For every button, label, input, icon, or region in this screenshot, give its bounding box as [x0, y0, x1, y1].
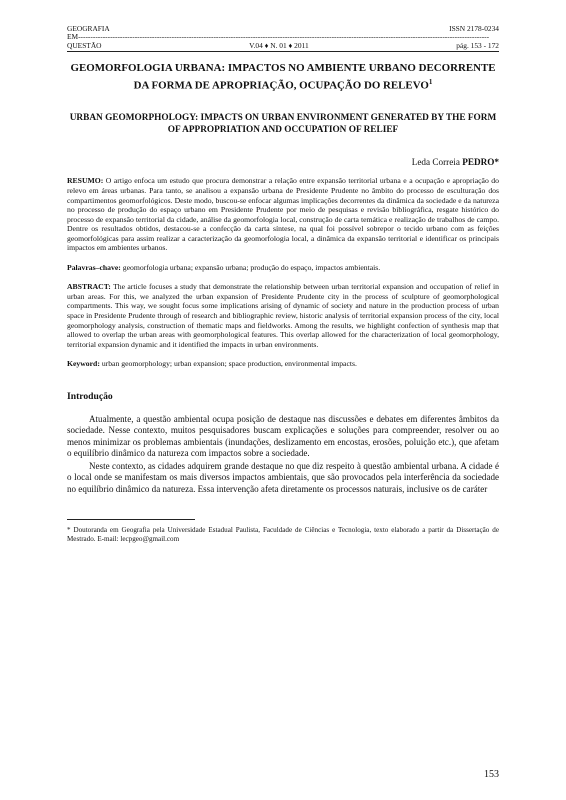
journal-volume: V.04 ♦ N. 01 ♦ 2011	[249, 41, 309, 50]
abstract-text: The article focuses a study that demonstrate the relationship between urban territorial expansion and occupation of relief in urban areas. For this, we analyzed the urban expansion of Presidente Prudente city in the process of sculpture of geomorphological compartments. This way, we sought focus some implications arising of dynamic of society and nature in the production process of urban space in Presidente Prudente through of research and bibliographic review, historic analysis of territorial expansion process of the city, local geomorphology analysis, construction of thematic maps and fieldworks. Among the results, we highlight confection of synthesis map that allowed to overlap the urban areas with geomorphological features. This overlap allowed for the characterization of local geomorphology, territorial expansion dynamic and it identified the impacts in urban environments.	[67, 282, 499, 349]
footnote-rule	[67, 519, 195, 520]
abstract-paragraph	[67, 282, 499, 349]
abstract-label: ABSTRACT:	[67, 282, 111, 292]
palavras-chave-label: Palavras–chave:	[67, 262, 121, 272]
journal-pages: pág. 153 - 172	[456, 41, 499, 50]
title-portuguese	[67, 62, 499, 93]
keyword-text: urban geomorphology; urban expansion; space production, environmental impacts.	[99, 359, 357, 369]
body-paragraph-2: Neste contexto, as cidades adquirem grande destaque no que diz respeito à questão ambiental urbana. A cidade é o local onde se manifestam os mais diversos impactos ambientais, que são provocados pela interferência da sociedade no equilíbrio dinâmico da natureza. Essa intervenção afeta diretamente os processos naturais, inclusive os de caráter	[67, 460, 499, 494]
resumo-paragraph	[67, 176, 499, 252]
page-number: 153	[484, 769, 499, 780]
keyword-label: Keyword:	[67, 359, 100, 369]
footnote-mark: *	[67, 526, 71, 535]
palavras-chave-text: geomorfologia urbana; expansão urbana; produção do espaço, impactos ambientais.	[120, 262, 381, 272]
author-given-names: Leda Correia	[411, 157, 463, 168]
section-heading-introducao: Introdução	[67, 390, 113, 402]
author-surname: PEDRO	[462, 157, 495, 168]
issn: ISSN 2178-0234	[449, 24, 499, 33]
journal-questao: QUESTÃO	[67, 41, 102, 50]
author-line	[67, 157, 499, 168]
journal-name: GEOGRAFIA	[67, 24, 110, 33]
journal-header-em-line: EM-----------------------------------------------------------------------------------------------------------------------------------------------------------------------	[67, 33, 490, 41]
title-english: URBAN GEOMORPHOLOGY: IMPACTS ON URBAN ENVIRONMENT GENERATED BY THE FORM OF APPROPRIATION AND OCCUPATION OF RELIEF	[69, 112, 497, 135]
author-mark: *	[494, 157, 499, 168]
resumo-label: RESUMO:	[67, 176, 104, 186]
keyword-paragraph	[67, 359, 499, 369]
footnote	[67, 526, 499, 544]
title-portuguese-text: GEOMORFOLOGIA URBANA: IMPACTOS NO AMBIENTE URBANO DECORRENTE DA FORMA DE APROPRIAÇÃO, OCUPAÇÃO DO RELEVO	[70, 62, 496, 92]
palavras-chave-paragraph	[67, 263, 499, 273]
journal-header-row-3	[67, 41, 499, 50]
journal-header-row-1	[67, 24, 499, 33]
resumo-text: O artigo enfoca um estudo que procura demonstrar a relação entre expansão territorial urbana e a ocupação e apropriação do relevo em áreas urbanas. Para tanto, se analisou a expansão urbana de Presidente Prudente no âmbito do processo de esculturação dos compartimentos geomorfológicos. Deste modo, buscou-se enfocar algumas implicações decorrentes da dinâmica da sociedade e da natureza no processo de produção do espaço urbano em Presidente Prudente por meio de pesquisas e revisão bibliográfica, resgate histórico do processo de expansão territorial da cidade, análise da geomorfologia local, construção de carta temática e realização de trabalhos de campo. Dentre os resultados obtidos, destacou-se a confecção da carta síntese, na qual foi possível sobrepor o tecido urbano com as feições geomorfológicas para assim realizar a caracterização da geomorfologia local, a dinâmica da expansão territorial e identificar os principais impactos em ambientes urbanos.	[67, 176, 499, 253]
paper-page	[67, 24, 499, 545]
footnote-text: Doutoranda em Geografia pela Universidade Estadual Paulista, Faculdade de Ciências e Tecnologia, texto elaborado a partir da Dissertação de Mestrado. E-mail: lecpgeo@gmail.com	[67, 526, 499, 544]
header-rule	[67, 51, 499, 52]
body-paragraph-1: Atualmente, a questão ambiental ocupa posição de destaque nas discussões e debates em diferentes âmbitos da sociedade. Nesse contexto, muitos pesquisadores buscam explicações e soluções para compreender, resolver ou ao menos minimizar os problemas ambientais (inundações, deslizamento em encostas, erosões, poluição etc.), que afetam o equilíbrio dinâmico da natureza com impactos sobre a sociedade.	[67, 413, 499, 459]
title-footnote-mark: 1	[428, 77, 433, 86]
